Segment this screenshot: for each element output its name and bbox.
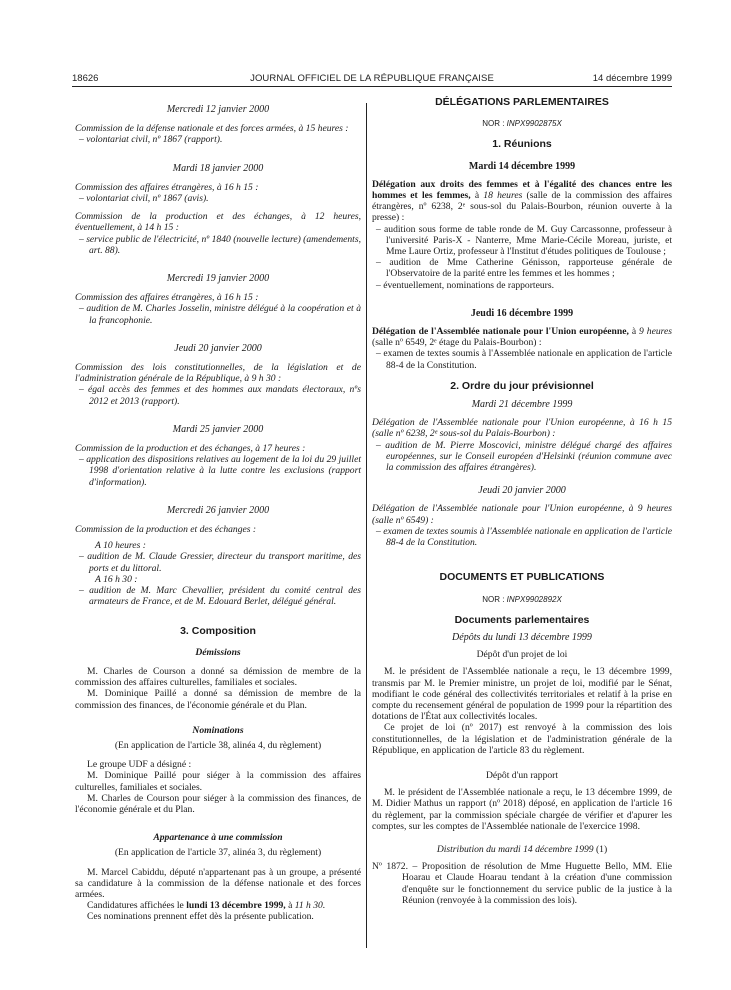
commission-entry: Commission de la production et des échanges, à 12 heures, éventuellement, à 14 h 15 : xyxy=(75,211,361,234)
delegation-entry: Délégation de l'Assemblée nationale pour l'Union européenne, à 9 heures (salle nº 6549) : xyxy=(372,503,672,526)
paragraph: M. Charles de Courson pour siéger à la commission des finances, de l'économie générale et du Plan. xyxy=(75,792,361,815)
commission-entry: Commission de la production et des échanges, à 17 heures : xyxy=(75,443,306,455)
paragraph: M. Charles de Courson a donné sa démission de membre de la commission des affaires culturelles, familiales et sociales. xyxy=(75,665,361,689)
agenda-date: Mardi 25 janvier 2000 xyxy=(172,423,264,435)
subsection-title: 1. Réunions xyxy=(492,138,552,151)
paragraph: Ce projet de loi (nº 2017) est renvoyé à la commission des lois constitutionnelles, de la législation et de l'administration générale de la République, en application de l'article 83 du règlement. xyxy=(372,722,672,756)
subsection-title: Nominations xyxy=(192,724,244,736)
subsection-title: Documents parlementaires xyxy=(454,613,590,626)
agenda-item: – volontariat civil, nº 1867 (rapport). xyxy=(79,134,223,146)
right-column xyxy=(372,97,672,906)
commission-entry: Commission des affaires étrangères, à 16 h 15 : xyxy=(75,292,259,304)
agenda-item: – application des dispositions relatives au logement de la loi du 29 juillet 1998 d'orientation relative à la lutte contre les exclusions (rapport d'information). xyxy=(79,454,361,488)
agenda-date: Jeudi 20 janvier 2000 xyxy=(174,342,262,354)
page-number: 18626 xyxy=(72,73,99,84)
agenda-item: – audition de M. Pierre Moscovici, ministre délégué chargé des affaires européennes, sur le Conseil européen d'Helsinki (réunion commune avec la commission des affaires étrangères). xyxy=(376,439,672,474)
agenda-date: Mercredi 19 janvier 2000 xyxy=(166,273,270,285)
delegation-entry: Délégation de l'Assemblée nationale pour l'Union européenne, à 9 heures (salle nº 6549, 2ᵉ étage du Palais-Bourbon) : xyxy=(372,326,673,349)
paragraph: Candidatures affichées le lundi 13 décembre 1999, à 11 h 30. xyxy=(87,900,326,912)
commission-entry: Commission de la défense nationale et des forces armées, à 15 heures : xyxy=(75,123,349,135)
time-label: A 16 h 30 : xyxy=(95,573,138,585)
agenda-item: – audition sous forme de table ronde de M. Guy Carcassonne, professeur à l'université Paris-X - Nanterre, Mme Marie-Cécile Moreau, juriste, et Mme Laure Ortiz, professeur à l'Institut d'études politiques de Toulouse ; xyxy=(376,223,672,258)
section-title: 3. Composition xyxy=(180,624,256,637)
paragraph: M. Dominique Paillé pour siéger à la commission des affaires culturelles, familiales et sociales. xyxy=(75,770,361,793)
distribution-title: Distribution du mardi 14 décembre 1999 (1) xyxy=(436,843,608,855)
agenda-item: – éventuellement, nominations de rapporteurs. xyxy=(376,279,554,291)
meeting-date: Mardi 14 décembre 1999 xyxy=(468,160,576,172)
commission-entry: Commission de la production et des échanges : xyxy=(75,524,257,536)
section-title: DÉLÉGATIONS PARLEMENTAIRES xyxy=(435,96,609,108)
agenda-item: – audition de M. Marc Chevallier, président du comité central des armateurs de France, et de M. Edouard Berlet, délégué général. xyxy=(79,585,361,608)
column-divider xyxy=(366,103,367,948)
agenda-item: – audition de M. Claude Gressier, directeur du transport maritime, des ports et du littoral. xyxy=(79,551,361,574)
paragraph: M. le président de l'Assemblée nationale a reçu, le 13 décembre 1999, de M. Didier Mathus un rapport (nº 2018) déposé, en application de l'article 16 du règlement, par la commission spéciale chargée de vérifier et d'apurer les comptes, sur les comptes de l'Assemblée nationale de l'exercice 1998. xyxy=(372,787,672,832)
agenda-item: – volontariat civil, nº 1867 (avis). xyxy=(79,193,209,205)
commission-entry: Commission des affaires étrangères, à 16 h 15 : xyxy=(75,181,259,193)
subsection-title: 2. Ordre du jour prévisionnel xyxy=(450,379,594,392)
agenda-item: – service public de l'électricité, nº 1840 (nouvelle lecture) (amendements, art. 88). xyxy=(79,233,361,256)
distribution-item: Nº 1872. – Proposition de résolution de Mme Huguette Bello, MM. Elie Hoarau et Claude Hoarau tendant à la création d'une commission d'enquête sur le fonctionnement du service public de la justice à la Réunion (renvoyée à la commission des lois). xyxy=(372,861,672,906)
meeting-date: Jeudi 16 décembre 1999 xyxy=(470,307,574,319)
issue-date: 14 décembre 1999 xyxy=(592,73,672,84)
delegation-entry: Délégation de l'Assemblée nationale pour l'Union européenne, à 16 h 15 (salle nº 6238, 2ᵉ sous-sol du Palais-Bourbon) : xyxy=(372,417,672,440)
journal-title: JOURNAL OFFICIEL DE LA RÉPUBLIQUE FRANÇAISE xyxy=(250,73,494,84)
deposit-title: Dépôt d'un rapport xyxy=(485,769,559,781)
agenda-item: – audition de Mme Catherine Génisson, rapporteuse générale de l'Observatoire de la parité entre les femmes et les hommes ; xyxy=(376,257,672,280)
meeting-date: Mardi 21 décembre 1999 xyxy=(471,399,573,411)
commission-entry: Commission des lois constitutionnelles, de la législation et de l'administration générale de la République, à 9 h 30 : xyxy=(75,362,361,385)
subsection-title: Appartenance à une commission xyxy=(153,832,283,844)
paragraph: M. le président de l'Assemblée nationale a reçu, le 13 décembre 1999, transmis par M. le Premier ministre, un projet de loi, modifié par le Sénat, modifiant le code général des collectivités territoriales et relatif à la prise en compte du recensement général de population de 1999 pour la répartition des dotations de l'État aux collectivités locales. xyxy=(372,666,672,723)
reference-note: (En application de l'article 38, alinéa 4, du règlement) xyxy=(114,739,322,751)
meeting-date: Jeudi 20 janvier 2000 xyxy=(478,485,566,497)
agenda-date: Mardi 18 janvier 2000 xyxy=(172,162,264,174)
paragraph: M. Marcel Cabiddu, député n'appartenant pas à un groupe, a présenté sa candidature à la commission de la défense nationale et des forces armées. xyxy=(75,866,361,900)
paragraph: Ces nominations prennent effet dès la présente publication. xyxy=(87,911,314,923)
nor-reference: NOR : INPX9902892X xyxy=(482,594,562,604)
page-header xyxy=(72,73,672,85)
agenda-item: – examen de textes soumis à l'Assemblée nationale en application de l'article 88-4 de la Constitution. xyxy=(376,348,672,371)
delegation-entry: Délégation aux droits des femmes et à l'égalité des chances entre les hommes et les femmes, à 18 heures (salle de la commission des affaires étrangères, nº 6238, 2ᵉ sous-sol du Palais-Bourbon, réunion ouverte à la presse) : xyxy=(372,178,672,224)
agenda-item: – égal accès des femmes et des hommes aux mandats électoraux, nºs 2012 et 2013 (rapport). xyxy=(79,384,361,407)
deposit-title: Dépôt d'un projet de loi xyxy=(476,649,568,661)
section-title: DOCUMENTS ET PUBLICATIONS xyxy=(439,571,605,584)
agenda-date: Mercredi 12 janvier 2000 xyxy=(166,104,270,115)
agenda-date: Mercredi 26 janvier 2000 xyxy=(166,504,270,516)
left-column xyxy=(75,104,361,923)
reference-note: (En application de l'article 37, alinéa 3, du règlement) xyxy=(114,847,322,859)
paragraph: Le groupe UDF a désigné : xyxy=(87,759,192,771)
subsection-title: Démissions xyxy=(195,646,241,658)
paragraph: M. Dominique Paillé a donné sa démission de membre de la commission des finances, de l'économie générale et du Plan. xyxy=(75,688,361,711)
deposit-date: Dépôts du lundi 13 décembre 1999 xyxy=(452,631,592,643)
nor-reference: NOR : INPX9902875X xyxy=(482,119,562,129)
agenda-item: – examen de textes soumis à l'Assemblée nationale en application de l'article 88-4 de la Constitution. xyxy=(376,525,672,549)
agenda-item: – audition de M. Charles Josselin, ministre délégué à la coopération et à la francophonie. xyxy=(79,303,361,326)
time-label: A 10 heures : xyxy=(95,540,146,552)
header-rule xyxy=(72,86,672,87)
